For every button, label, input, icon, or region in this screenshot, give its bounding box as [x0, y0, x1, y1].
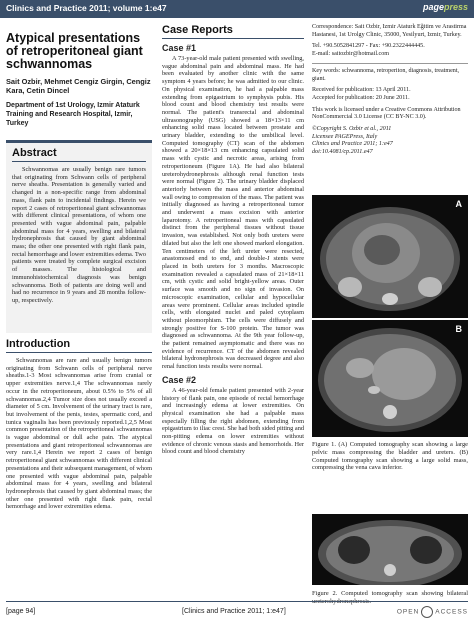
- introduction-section: [6, 338, 152, 511]
- doi: doi:10.4081/cp.2011.e47: [312, 149, 373, 156]
- open-access-icon: [421, 606, 433, 618]
- correspondence-contact: Tel. +90.5052841297 - Fax: +90.2322444445.: [312, 43, 425, 50]
- article-authors: Sait Ozbir, Mehmet Cengiz Girgin, Cengiz Kara, Cetin Dincel: [6, 77, 151, 95]
- middle-column: [162, 24, 304, 456]
- journal-header-title: Clinics and Practice 2011; volume 1:e47: [6, 3, 167, 13]
- ct-scan-panel-a: [312, 195, 468, 318]
- citation: Clinics and Practice 2011; 1:e47: [312, 141, 393, 148]
- case2-text: A 46-year-old female patient presented with 2-year history of flank pain, one episode of rectal hemorrhage and increasingly edema at lower extremities. On physical examination she had a palpable mass especially filling the right abdomen, extending from epigastrium to iliac crest. She had both sided pitting and non-pitting edema on lower extremities without evidence of chronic venous stasis and hemorrhoids. Her blood count and blood chemistry: [162, 386, 304, 456]
- received-date: Received for publication: 13 April 2011.: [312, 87, 411, 94]
- introduction-text: Schwannomas are rare and usually benign tumors originating from Schwann cells of peripheral nerve sheaths.1-3 Most schwannomas arise from cranial or upper extremities nerve.1,4 The schwannomas rarely occur in the retroperitoneum, about 0.5% to 5% of all schwannomas.2,4 Tumor size does not usually exceed a diameter of 5 cm. Involvement of the urinary tract is rare, but involvement of the penis, testes, spermatic cord, and tunica vaginalis has been previously reported.1,2,5 Most common presentation of the retroperitoneal schwannomas is vague abdominal or dull ache pain. The atypical presentations and giant retroperitoneal schwannomas are very rare.1,4 Herein we report 2 cases of benign retroperitoneal giant schwannomas with different clinical presentations and their subsequent management, of whom one presented with vague abdominal pain, palpable abdominal mass for 4 years, swelling and bilateral hydronephrosis that caused by giant abdominal mass; the other one presented with right flank pain, rectal hemorrhage and lower extremities edema.: [6, 357, 153, 511]
- article-affiliation: Department of 1st Urology, Izmir Ataturk Training and Research Hospital, Izmir, Turkey: [6, 102, 140, 127]
- correspondence-email[interactable]: E-mail: saitozbir@hotmail.com: [312, 51, 390, 58]
- copyright: ©Copyright S. Ozbir et al., 2011: [312, 126, 392, 133]
- licensee: Licensee PAGEPress, Italy: [312, 133, 378, 140]
- article-title: Atypical presentations of retroperitoneal giant schwannomas: [6, 31, 143, 71]
- figure-2-image: [312, 514, 468, 585]
- left-column: [6, 24, 152, 128]
- case1-text: A 73-year-old male patient presented with swelling, vague abdominal pain and abdominal mass. He had been evaluated by another clinic with the same symptom 4 years before; he was admitted to our clinic. On physical examination, he had a palpable mass extending from epigastrium to symphysis pubis. His blood count and blood chemistry test results were normal. The patient's transrectal and abdominal ultrasonography (USG) showed a 18×13×11 cm enhancing solid mass located between prostate and urinary bladder, extending to the umbilical level. Computed tomography (CT) scan of the abdomen showed a 20×18×13 cm enhancing capsulated solid mass with cystic and necrotic areas, arising from retroperitoneum (Figure 1A). He had also bilateral ureterohydronephrosis although renal function tests were normal (Figure 2). The urinary bladder displaced anteriorly between the mass and anterior abdominal wall owing to compression of the mass. The patient was initially diagnosed as having a retroperitoneal tumor and underwent a mass excision with anterior laparotomy. A retroperitoneal mass with capsulated distinct from the peripheral tissues without tissue invasion, was established. Not only both ureters were dilated but also the left one showed marked elongation. Ten centimeters of the left ureter were resected, anastomosed end to end, and double-J stents were placed in both ureters for 3 months. Macroscopic examination revealed a capsulated mass of 21×18×11 cm, with cystic and solid bright-yellow areas. Outer surface was smooth and no sign of invasion. On microscopic examination, cellular and hypocellular areas were prominent. Cellular areas included spindle cells, with elongated nuclei and paled cytoplasm without pleomorphism. The cells were diffusely and strongly positive for S-100 protein. The tumor was diagnosed as schwannoma. At the 9th year follow-up, the patient remained asymptomatic and there was no evidence of recurrence. CT of the abdomen revealed bilateral hydronephrosis was decreased degree and also renal function tests results were normal.: [162, 55, 304, 371]
- license-text: This work is licensed under a Creative Commons Attribution NonCommercial 3.0 License (CC BY-NC 3.0).: [312, 106, 461, 121]
- ct-scan-panel-b: [312, 320, 468, 437]
- journal-header-bar: [0, 0, 474, 18]
- case2-heading: Case #2: [162, 374, 197, 385]
- figure-2-caption: Figure 2. Computed tomography scan showing bilateral ureterohydronephrosis.: [312, 590, 468, 605]
- panel-a-label: A: [455, 199, 462, 209]
- correspondence-address: Correspondence: Sait Ozbir, Izmir Ataturk Eğitim ve Arastirma Hastanesi, 1st Urolgy Clinic, 35000, Yesilyurt, Izmir, Turkey.: [312, 24, 467, 38]
- abstract-section: [6, 140, 152, 333]
- open-access-logo: OPEN ACCESS: [397, 606, 468, 618]
- page-number: [page 94]: [6, 608, 36, 615]
- footer-journal: [Clinics and Practice 2011; 1:e47]: [182, 608, 286, 615]
- introduction-heading: Introduction: [6, 338, 152, 353]
- figure-1: [312, 195, 468, 540]
- case1-heading: Case #1: [162, 43, 197, 53]
- panel-b-label: B: [455, 324, 462, 334]
- abstract-heading: Abstract: [12, 147, 146, 162]
- abstract-text: Schwannomas are usually benign rare tumors that originating from Schwann cells of peripheral nerve sheaths. Presentation is generally varied and changed in a non-specific range from abdominal mass, flank pain to incidental findings. Herein we report 2 cases of retroperitoneal giant schwannomas with different clinical presentations, of whom one presented with vague abdominal pain, palpable abdominal mass for 4 years, swelling and bilateral hydronephrosis that caused by giant abdominal mass; the other one presented with right flank pain, rectal hemorrhage and lower extremities edema. Two patients were treated by complete surgical excision of masses. The histological and immunohistochemical diagnosis was benign schwannoma. Both of patients are doing well and had no recurrence in 9 years and 28 months follow-up, respectively.: [12, 166, 146, 304]
- figure-1-caption: Figure 1. (A) Computed tomography scan showing a large pelvic mass compressing the bladder and ureters. (B) Computed tomography scan showing a large solid mass, compressing the vena cava inferior.: [312, 441, 468, 472]
- accepted-date: Accepted for publication: 20 June 2011.: [312, 94, 410, 101]
- case-reports-heading: Case Reports: [162, 24, 304, 39]
- publisher-logo: pagepress: [422, 2, 468, 12]
- page-footer: [6, 601, 468, 622]
- keywords: Key words: schwannoma, retroperiton, diagnosis, treatment, giant.: [312, 67, 460, 82]
- correspondence-block: [312, 24, 468, 157]
